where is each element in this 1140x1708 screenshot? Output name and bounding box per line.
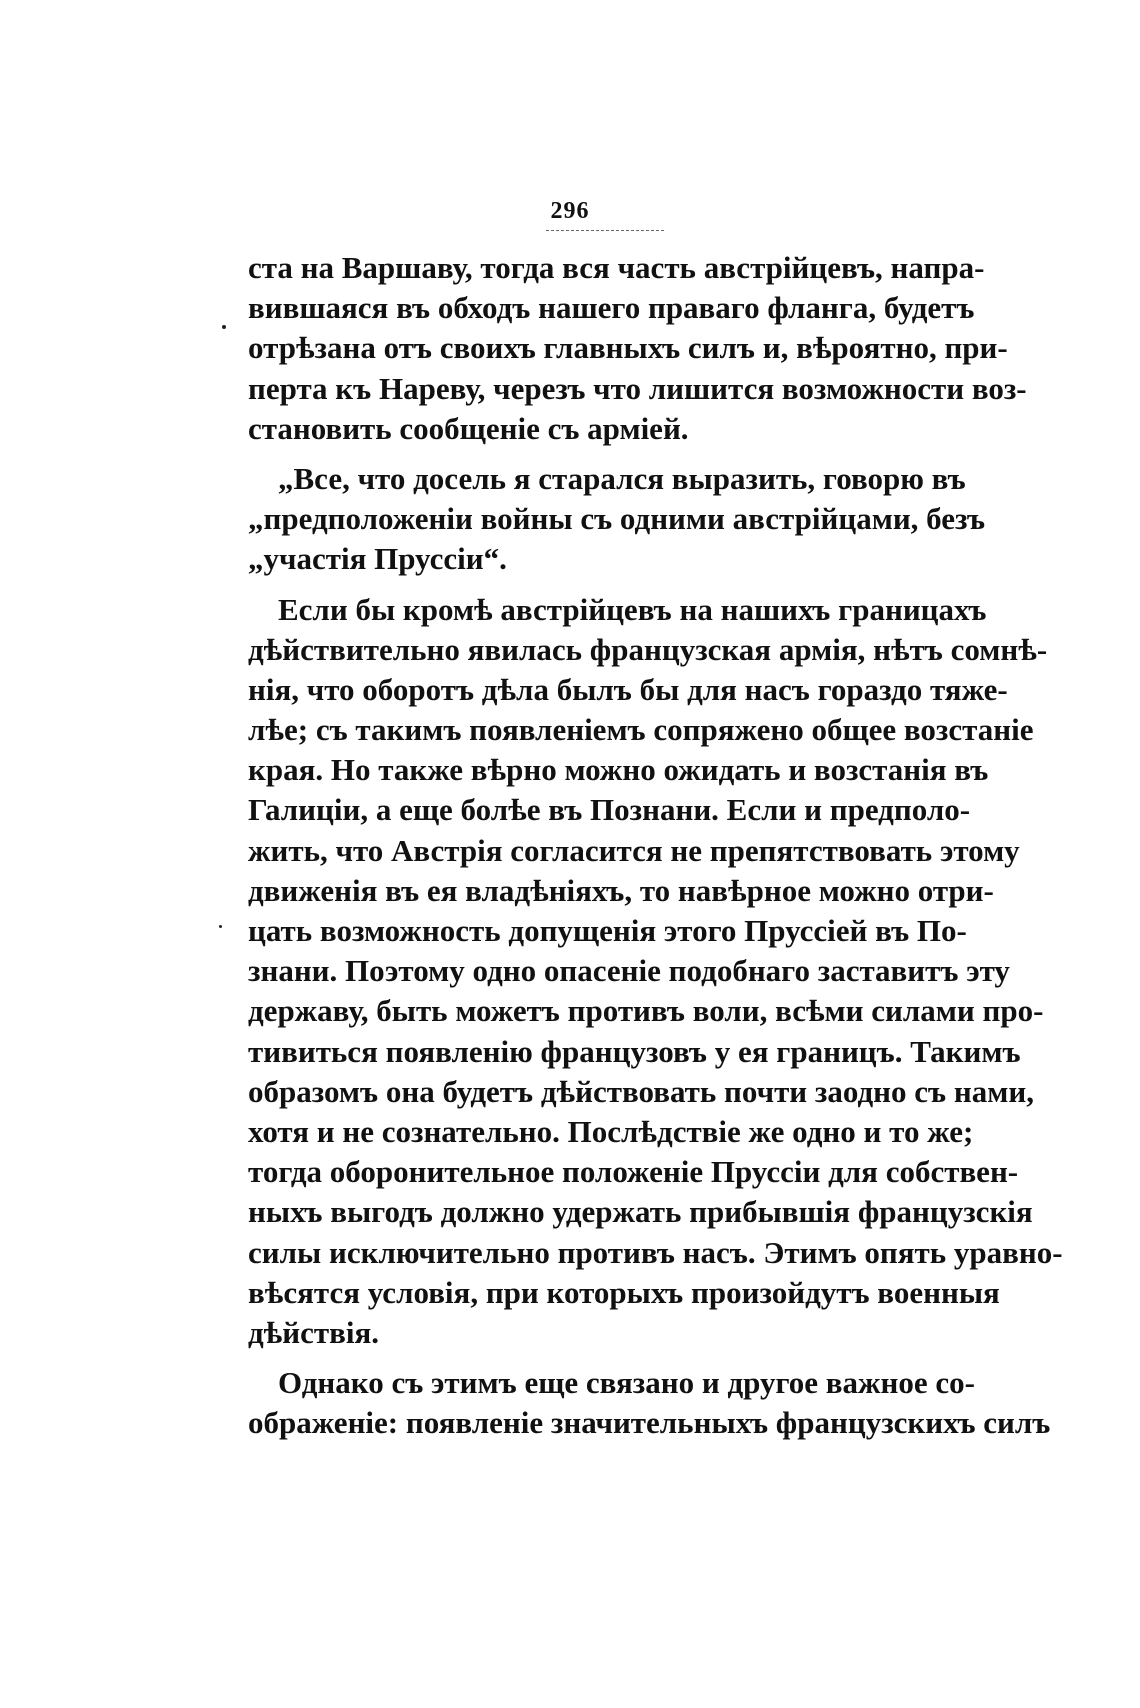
paragraph	[248, 459, 986, 580]
text-line: тивиться появленію французовъ у ея границъ. Такимъ	[248, 1033, 1021, 1069]
text-line: „предположеніи войны съ одними австрійцами, безъ	[248, 501, 986, 537]
paragraph	[248, 248, 1027, 449]
text-line: „Все, что досель я старался выразить, говорю въ	[278, 460, 966, 496]
text-line: ста на Варшаву, тогда вся часть австрійцевъ, напра-	[248, 250, 985, 285]
text-line: цать возможность допущенія этого Пруссіей въ По-	[248, 913, 967, 948]
text-line: края. Но также вѣрно можно ожидать и возстанія въ	[248, 752, 989, 788]
text-line: Если бы кромѣ австрійцевъ на нашихъ границахъ	[278, 591, 987, 627]
page-number: 296	[550, 198, 590, 224]
text-line: „участія Пруссіи“.	[248, 541, 507, 577]
text-line: вившаяся въ обходъ нашего праваго фланга, будетъ	[248, 290, 975, 326]
text-line: Галиціи, а еще болѣе въ Познани. Если и предполо-	[248, 792, 971, 828]
text-line: отрѣзана отъ своихъ главныхъ силъ и, вѣроятно, при-	[248, 330, 1008, 366]
text-line: дѣйствительно явилась французская армія, нѣтъ сомнѣ-	[248, 631, 1048, 667]
text-line: хотя и не сознательно. Послѣдствіе же одно и то же;	[248, 1113, 974, 1149]
text-line: дѣйствія.	[248, 1314, 380, 1350]
text-line: становить сообщеніе съ арміей.	[248, 410, 689, 446]
paragraph-gap	[248, 1353, 954, 1363]
text-line: ображеніе: появленіе значительныхъ французскихъ силъ	[248, 1405, 1051, 1441]
text-line: вѣсятся условія, при которыхъ произойдутъ военныя	[248, 1274, 1000, 1310]
text-line: знани. Поэтому одно опасеніе подобнаго заставитъ эту	[248, 953, 1010, 989]
paragraph	[248, 590, 1063, 1354]
text-line: нія, что оборотъ дѣла былъ бы для насъ гораздо тяже-	[248, 671, 1008, 707]
text-line: жить, что Австрія согласится не препятствовать этому	[248, 832, 1020, 868]
text-line: тогда оборонительное положеніе Пруссіи для собствен-	[248, 1154, 1019, 1190]
text-line: силы исключительно противъ насъ. Этимъ опять уравно-	[248, 1234, 1063, 1270]
body-text	[248, 248, 1063, 1443]
scan-speck	[222, 325, 226, 329]
text-line: державу, быть можетъ противъ воли, всѣми силами про-	[248, 993, 1044, 1029]
scan-speck	[219, 925, 222, 928]
text-line: лѣе; съ такимъ появленіемъ сопряжено общее возстаніе	[248, 712, 1034, 748]
text-line: движенія въ ея владѣніяхъ, то навѣрное можно отри-	[248, 872, 994, 908]
paragraph-gap	[248, 449, 954, 459]
text-line: Однако съ этимъ еще связано и другое важное со-	[278, 1365, 975, 1401]
text-line: образомъ она будетъ дѣйствовать почти заодно съ нами,	[248, 1073, 1034, 1109]
paragraph	[248, 1363, 1051, 1443]
page-number-rule	[546, 226, 664, 231]
text-line: ныхъ выгодъ должно удержать прибывшія французскія	[248, 1194, 1033, 1230]
text-line: перта къ Нареву, черезъ что лишится возможности воз-	[248, 370, 1027, 406]
paragraph-gap	[248, 580, 954, 590]
